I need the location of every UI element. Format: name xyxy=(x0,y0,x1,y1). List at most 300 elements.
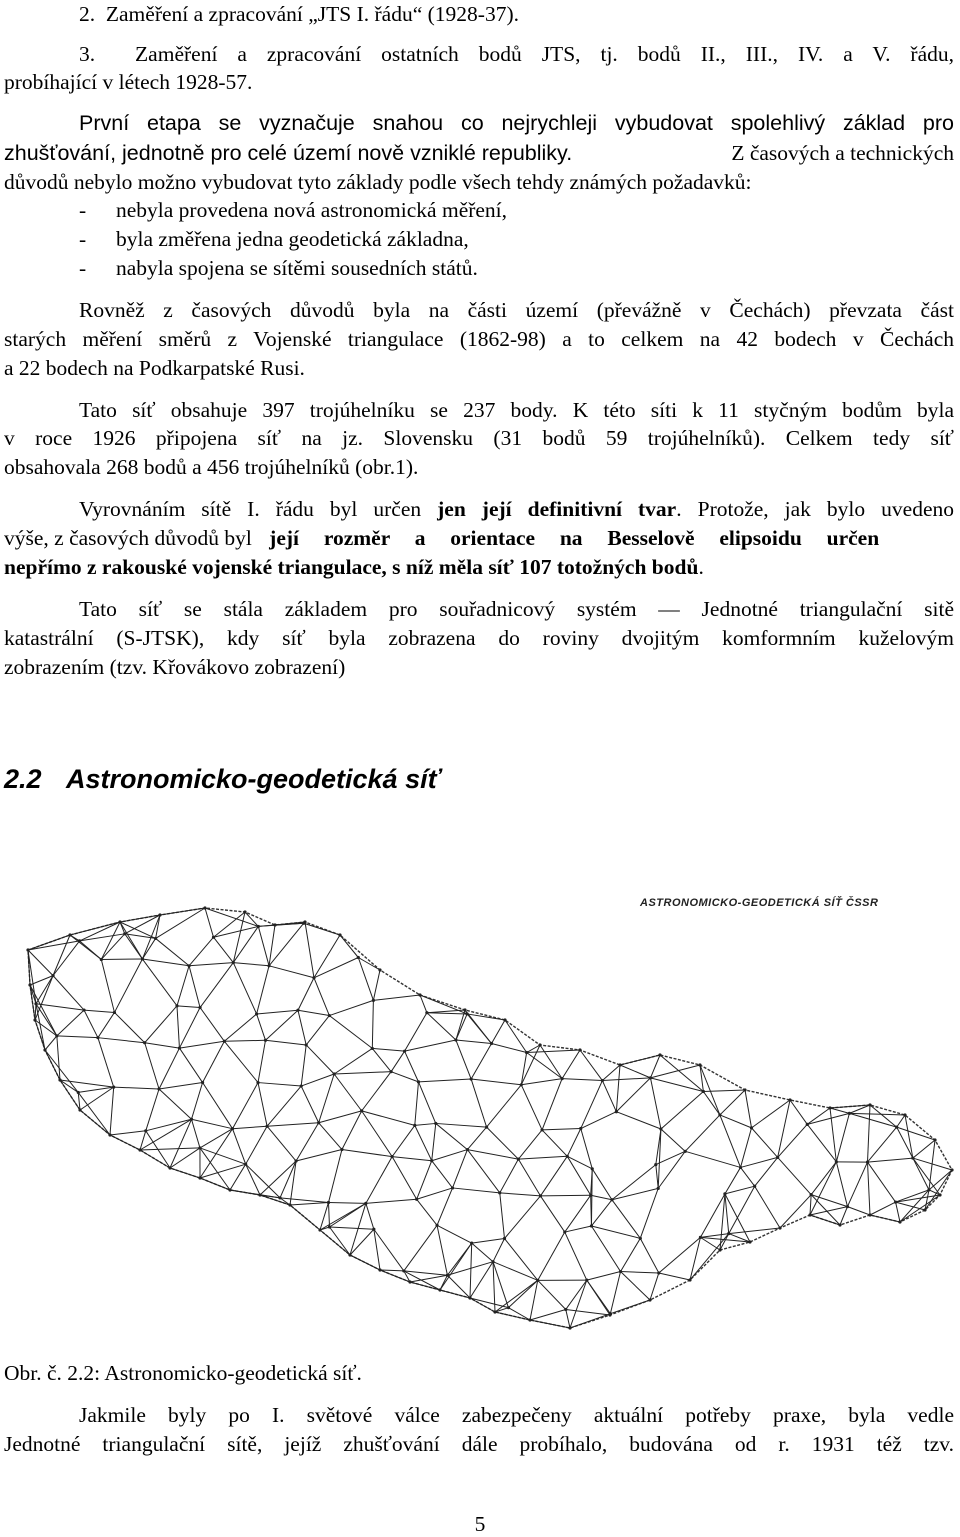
triangulation-line xyxy=(319,1123,342,1150)
triangulation-line xyxy=(267,1126,296,1161)
triangulation-point xyxy=(417,1080,420,1083)
triangulation-point xyxy=(654,1163,657,1166)
triangulation-line xyxy=(28,950,53,976)
triangulation-point xyxy=(364,1202,367,1205)
para5-line2: katastrální (S-JTSK), kdy síť byla zobrazena do roviny dvojitým komformním kuželovým xyxy=(4,626,954,650)
triangulation-line xyxy=(57,1036,98,1038)
triangulation-point xyxy=(470,1242,473,1245)
triangulation-line xyxy=(334,1048,372,1074)
triangulation-point xyxy=(333,1072,336,1075)
page-number: 5 xyxy=(474,1512,486,1536)
triangulation-point xyxy=(267,964,270,967)
triangulation-line xyxy=(661,1129,685,1151)
triangulation-point xyxy=(438,1288,441,1291)
triangulation-line xyxy=(374,1229,404,1271)
triangulation-line xyxy=(84,1010,98,1038)
triangulation-line xyxy=(470,1243,472,1298)
triangulation-line xyxy=(101,934,124,960)
para2-line3: a 22 bodech na Podkarpatské Rusi. xyxy=(4,356,305,380)
triangulation-point xyxy=(26,948,29,951)
para3-line2: v roce 1926 připojena síť na jz. Slovensku (31 bodů 59 trojúhelníků). Celkem tedy síť xyxy=(4,426,954,450)
triangulation-point xyxy=(328,1225,331,1228)
triangulation-point xyxy=(493,1310,496,1313)
triangulation-line xyxy=(780,1195,811,1228)
list-item-2: 2. Zaměření a zpracování „JTS I. řádu“ (1928-37). xyxy=(79,2,519,26)
triangulation-line xyxy=(472,1243,493,1262)
triangulation-line xyxy=(329,1202,330,1227)
triangulation-point xyxy=(68,933,71,936)
triangulation-point xyxy=(78,939,81,942)
triangulation-line xyxy=(587,1280,611,1314)
para1-line3: důvodů nebylo možno vybudovat tyto základy podle všech tehdy známých požadavků: xyxy=(4,170,752,194)
triangulation-line xyxy=(290,1202,329,1205)
triangulation-line xyxy=(495,1312,530,1320)
triangulation-line xyxy=(350,1255,380,1270)
triangulation-line xyxy=(847,1207,870,1215)
triangulation-point xyxy=(28,983,31,986)
para2-line1: Rovněž z časových důvodů byla na části území (převážně v Čechách) převzata část xyxy=(79,298,954,322)
triangulation-point xyxy=(118,920,121,923)
triangulation-line xyxy=(456,1014,467,1040)
triangulation-point xyxy=(727,1232,730,1235)
triangulation-point xyxy=(684,1150,687,1153)
triangulation-line xyxy=(145,1006,177,1043)
triangulation-point xyxy=(143,1041,146,1044)
triangulation-point xyxy=(657,1187,660,1190)
bullet-text: nabyla spojena se sítěmi sousedních států. xyxy=(116,256,478,280)
triangulation-point xyxy=(451,1186,454,1189)
triangulation-line xyxy=(415,1125,432,1160)
triangulation-line xyxy=(685,1151,740,1167)
triangulation-line xyxy=(725,1167,741,1193)
triangulation-line xyxy=(896,1202,900,1222)
para4-text: . Protože, jak bylo uvedeno xyxy=(676,497,954,521)
triangulation-line xyxy=(540,1045,562,1079)
triangulation-line xyxy=(417,1161,432,1200)
triangulation-line xyxy=(373,995,420,1000)
triangulation-point xyxy=(158,913,161,916)
triangulation-line xyxy=(540,1156,567,1196)
triangulation-point xyxy=(536,1279,539,1282)
triangulation-line xyxy=(280,1198,328,1203)
triangulation-point xyxy=(649,1076,652,1079)
triangulation-line xyxy=(170,1168,200,1178)
triangulation-line xyxy=(640,1238,659,1273)
triangulation-point xyxy=(434,1122,437,1125)
triangulation-line xyxy=(319,1074,335,1123)
list-item-3: 3. Zaměření a zpracování ostatních bodů JTS, tj. bodů II., III., IV. a V. řádu, xyxy=(79,42,954,66)
triangulation-point xyxy=(327,1201,330,1204)
triangulation-line xyxy=(471,1079,486,1127)
triangulation-point xyxy=(340,1148,343,1151)
triangulation-line xyxy=(392,1157,417,1200)
triangulation-point xyxy=(360,1109,363,1112)
triangulation-line xyxy=(778,1100,790,1157)
triangulation-line xyxy=(581,1112,617,1129)
triangulation-line xyxy=(146,1119,192,1131)
triangulation-line xyxy=(432,1150,468,1161)
triangulation-line xyxy=(870,1202,896,1215)
triangulation-point xyxy=(415,1198,418,1201)
triangulation-line xyxy=(179,1048,202,1082)
triangulation-point xyxy=(198,1176,201,1179)
triangulation-line xyxy=(269,966,314,978)
triangulation-point xyxy=(317,1121,320,1124)
triangulation-line xyxy=(868,1127,897,1162)
triangulation-line xyxy=(260,1161,296,1195)
triangulation-line xyxy=(591,1226,620,1272)
triangulation-point xyxy=(579,1127,582,1130)
triangulation-line xyxy=(472,1239,505,1244)
para2-line2: starých měření směrů z Vojenské triangulace (1862-98) a to celkem na 42 bodech v Čechách xyxy=(4,327,954,351)
triangulation-point xyxy=(77,1091,80,1094)
triangulation-point xyxy=(425,1011,428,1014)
triangulation-line xyxy=(570,1280,587,1328)
triangulation-line xyxy=(405,1013,427,1051)
triangulation-line xyxy=(334,1072,391,1074)
triangulation-line xyxy=(329,1227,373,1229)
triangulation-line xyxy=(417,1199,437,1225)
triangulation-point xyxy=(348,1253,351,1256)
triangulation-line xyxy=(362,1072,391,1111)
triangulation-point xyxy=(372,999,375,1002)
triangulation-line xyxy=(267,1086,301,1126)
triangulation-point xyxy=(658,1053,661,1056)
triangulation-line xyxy=(752,1128,778,1158)
triangulation-line xyxy=(78,1092,110,1135)
triangulation-point xyxy=(591,1167,594,1170)
triangulation-line xyxy=(114,959,142,1012)
triangulation-point xyxy=(491,1260,494,1263)
triangulation-point xyxy=(540,1128,543,1131)
triangulation-line xyxy=(527,1050,580,1053)
triangulation-line xyxy=(542,1130,567,1156)
triangulation-line xyxy=(432,1123,436,1160)
triangulation-line xyxy=(314,978,329,1016)
triangulation-line xyxy=(372,1048,391,1071)
triangulation-line xyxy=(156,908,205,938)
para1-line2 xyxy=(4,139,954,167)
triangulation-point xyxy=(123,932,126,935)
triangulation-line xyxy=(417,1188,453,1199)
triangulation-point xyxy=(699,1236,702,1239)
bullet-dash: - xyxy=(79,198,87,222)
triangulation-line xyxy=(265,1010,297,1040)
bullet-item xyxy=(79,225,960,253)
triangulation-point xyxy=(43,1048,46,1051)
triangulation-point xyxy=(138,1148,141,1151)
triangulation-line xyxy=(114,1012,144,1042)
triangulation-line xyxy=(436,1123,468,1149)
triangulation-line xyxy=(542,1079,562,1130)
triangulation-point xyxy=(108,1133,111,1136)
para1-line2-b: Z časových a technických xyxy=(731,141,954,165)
triangulation-line xyxy=(729,1228,780,1234)
para4-text: výše, z časových důvodů byl xyxy=(4,526,258,550)
triangulation-line xyxy=(203,1041,225,1082)
triangulation-line xyxy=(258,926,269,965)
triangulation-line xyxy=(897,1115,905,1127)
para4-text: . xyxy=(698,555,704,579)
triangulation-point xyxy=(203,906,206,909)
triangulation-point xyxy=(585,1279,588,1282)
triangulation-line xyxy=(213,937,233,962)
triangulation-line xyxy=(427,1013,456,1040)
triangulation-line xyxy=(470,1298,495,1312)
triangulation-line xyxy=(224,1041,258,1082)
triangulation-line xyxy=(101,959,114,1012)
triangulation-line xyxy=(298,1010,329,1015)
triangulation-line xyxy=(110,1131,146,1135)
triangulation-line xyxy=(807,1124,836,1161)
triangulation-line xyxy=(257,966,269,1014)
triangulation-line xyxy=(720,1115,741,1168)
triangulation-point xyxy=(255,1012,258,1015)
triangulation-line xyxy=(870,1105,897,1127)
triangulation-point xyxy=(302,922,305,925)
triangulation-line xyxy=(913,1158,929,1190)
triangulation-point xyxy=(846,1205,849,1208)
triangulation-point xyxy=(357,956,360,959)
triangulation-point xyxy=(739,1166,742,1169)
triangulation-line xyxy=(125,934,143,959)
triangulation-point xyxy=(748,1240,751,1243)
triangulation-line xyxy=(392,1157,432,1161)
triangulation-line xyxy=(267,1123,319,1126)
triangulation-line xyxy=(80,941,102,960)
triangulation-line xyxy=(621,1272,650,1300)
triangulation-point xyxy=(305,1043,308,1046)
triangulation-point xyxy=(648,1298,651,1301)
triangulation-line xyxy=(191,1083,202,1120)
para4-bold: jen její definitivní tvar xyxy=(437,497,677,521)
triangulation-line xyxy=(265,1040,306,1045)
para4-line2 xyxy=(4,524,954,552)
para5-line1: Tato síť se stála základem pro souřadnicový systém — Jednotné triangulační sitě xyxy=(79,597,954,621)
triangulation-line xyxy=(179,1041,224,1048)
triangulation-point xyxy=(154,937,157,940)
triangulation-point xyxy=(100,958,103,961)
triangulation-point xyxy=(698,1063,701,1066)
triangulation-point xyxy=(33,1018,36,1021)
triangulation-line xyxy=(374,1229,380,1270)
triangulation-point xyxy=(198,1006,201,1009)
triangulation-line xyxy=(752,1100,790,1128)
triangulation-point xyxy=(168,1166,171,1169)
triangulation-line xyxy=(565,1232,587,1280)
triangulation-point xyxy=(539,1194,542,1197)
triangulation-line xyxy=(110,1135,140,1150)
triangulation-point xyxy=(175,1004,178,1007)
triangulation-point xyxy=(702,1090,705,1093)
triangulation-line xyxy=(415,1123,436,1125)
triangulation-line xyxy=(298,978,314,1010)
triangulation-line xyxy=(807,1113,849,1124)
triangulation-line xyxy=(849,1113,896,1127)
triangulation-point xyxy=(328,1014,331,1017)
triangulation-line xyxy=(342,1111,362,1150)
triangulation-line xyxy=(610,1300,650,1314)
triangulation-point xyxy=(903,1113,906,1116)
triangulation-point xyxy=(141,957,144,960)
triangulation-line xyxy=(427,1013,467,1014)
triangulation-point xyxy=(178,1046,181,1049)
triangulation-line xyxy=(493,1262,508,1308)
triangulation-point xyxy=(468,1296,471,1299)
triangulation-point xyxy=(520,1083,523,1086)
triangulation-point xyxy=(403,1050,406,1053)
triangulation-line xyxy=(900,1195,940,1222)
triangulation-point xyxy=(318,1228,321,1231)
triangulation-line xyxy=(101,922,120,959)
bullet-text: nebyla provedena nová astronomická měření, xyxy=(116,198,508,222)
triangulation-point xyxy=(463,1008,466,1011)
triangulation-line xyxy=(410,1282,440,1290)
triangulation-line xyxy=(467,1150,499,1193)
triangulation-point xyxy=(294,1159,297,1162)
triangulation-line xyxy=(80,1110,110,1135)
triangulation-line xyxy=(45,1050,78,1092)
triangulation-line xyxy=(562,1079,602,1081)
triangulation-point xyxy=(950,1168,953,1171)
triangulation-line xyxy=(540,1195,590,1196)
triangulation-line xyxy=(233,1129,246,1164)
triangulation-line xyxy=(233,1083,259,1129)
triangulation-point xyxy=(244,1163,247,1166)
triangulation-line xyxy=(432,1161,453,1188)
triangulation-point xyxy=(82,1008,85,1011)
triangulation-point xyxy=(312,976,315,979)
triangulation-point xyxy=(198,1146,201,1149)
triangulation-line xyxy=(405,1040,456,1051)
triangulation-point xyxy=(894,1200,897,1203)
triangulation-line xyxy=(518,1159,540,1196)
triangulation-line xyxy=(140,1150,170,1168)
triangulation-line xyxy=(366,1199,417,1203)
triangulation-line xyxy=(587,1272,621,1281)
triangulation-point xyxy=(619,1270,622,1273)
triangulation-point xyxy=(810,1193,813,1196)
triangulation-point xyxy=(232,961,235,964)
triangulation-line xyxy=(640,1188,658,1238)
triangulation-point xyxy=(378,1268,381,1271)
triangulation-point xyxy=(300,1084,303,1087)
triangulation-line xyxy=(191,1119,199,1148)
triangulation-point xyxy=(933,1138,936,1141)
triangulation-line xyxy=(159,1048,179,1089)
triangulation-line xyxy=(616,1112,661,1129)
triangulation-point xyxy=(390,1070,393,1073)
triangulation-line xyxy=(319,1111,362,1123)
triangulation-line xyxy=(530,1320,570,1328)
triangulation-line xyxy=(340,935,358,958)
triangulation-line xyxy=(233,963,256,1014)
triangulation-line xyxy=(200,1129,233,1148)
triangulation-line xyxy=(246,1164,260,1195)
triangulation-line xyxy=(591,1195,612,1200)
triangulation-line xyxy=(518,1130,542,1159)
bullet-item xyxy=(79,196,960,224)
triangulation-line xyxy=(205,908,213,937)
triangulation-point xyxy=(723,1192,726,1195)
triangulation-point xyxy=(454,1038,457,1041)
triangulation-line xyxy=(140,1148,200,1150)
triangulation-line xyxy=(830,1108,849,1113)
triangulation-line xyxy=(142,959,177,1006)
triangulation-line xyxy=(621,1238,641,1271)
triangulation-point xyxy=(657,1271,660,1274)
triangulation-point xyxy=(485,1125,488,1128)
triangulation-line xyxy=(189,937,213,966)
triangulation-line xyxy=(602,1065,620,1081)
para3-line3: obsahovala 268 bodů a 456 trojúhelníků (obr.1). xyxy=(4,455,419,479)
triangulation-line xyxy=(224,1040,265,1041)
para4-line3 xyxy=(4,553,954,581)
triangulation-line xyxy=(492,1020,505,1044)
triangulation-point xyxy=(212,936,215,939)
triangulation-line xyxy=(913,1140,935,1158)
triangulation-point xyxy=(507,1306,510,1309)
triangulation-line xyxy=(567,1129,580,1157)
triangulation-line xyxy=(110,1087,114,1135)
triangulation-point xyxy=(566,1155,569,1158)
triangulation-line xyxy=(896,1202,925,1210)
triangulation-point xyxy=(55,1034,58,1037)
triangulation-line xyxy=(334,1074,361,1111)
para1-line1: První etapa se vyznačuje snahou co nejrychleji vybudovat spolehlivý základ pro xyxy=(79,111,954,135)
para1-line2-a: zhušťování, jednotně pro celé území nově vzniklé republiky. xyxy=(4,141,573,165)
triangulation-point xyxy=(615,1110,618,1113)
para3-line1: Tato síť obsahuje 397 trojúhelníku se 237 body. K této síti k 11 styčným bodům byla xyxy=(79,398,954,422)
triangulation-line xyxy=(495,1308,508,1312)
triangulation-line xyxy=(301,1086,318,1123)
triangulation-line xyxy=(836,1113,849,1161)
triangulation-point xyxy=(923,1208,926,1211)
triangulation-line xyxy=(233,1126,268,1128)
triangulation-line xyxy=(620,1065,650,1078)
triangulation-point xyxy=(58,1078,61,1081)
triangulation-line xyxy=(177,1006,179,1048)
triangulation-point xyxy=(911,1156,914,1159)
triangulation-point xyxy=(568,1326,571,1329)
triangulation-point xyxy=(868,1103,871,1106)
triangulation-line xyxy=(156,915,160,938)
triangulation-line xyxy=(84,1010,114,1012)
triangulation-line xyxy=(53,976,84,1010)
triangulation-point xyxy=(688,1278,691,1281)
triangulation-line xyxy=(372,1048,404,1051)
triangulation-line xyxy=(500,1193,505,1239)
triangulation-line xyxy=(57,1010,84,1036)
triangulation-point xyxy=(659,1127,662,1130)
triangulation-line xyxy=(366,1203,374,1229)
triangulation-line xyxy=(521,1085,542,1130)
triangulation-line xyxy=(913,1158,940,1195)
triangulation-point xyxy=(610,1198,613,1201)
triangulation-line xyxy=(257,1014,266,1040)
triangulation-line xyxy=(329,1016,372,1049)
triangulation-line xyxy=(500,1193,541,1196)
triangulation-line xyxy=(189,966,200,1008)
triangulation-point xyxy=(895,1126,898,1129)
triangulation-line xyxy=(329,1202,366,1203)
triangulation-point xyxy=(112,1086,115,1089)
triangulation-line xyxy=(830,1108,836,1162)
triangulation-line xyxy=(741,1157,778,1167)
triangulation-point xyxy=(264,1039,267,1042)
triangulation-line xyxy=(177,966,189,1006)
triangulation-point xyxy=(618,1063,621,1066)
